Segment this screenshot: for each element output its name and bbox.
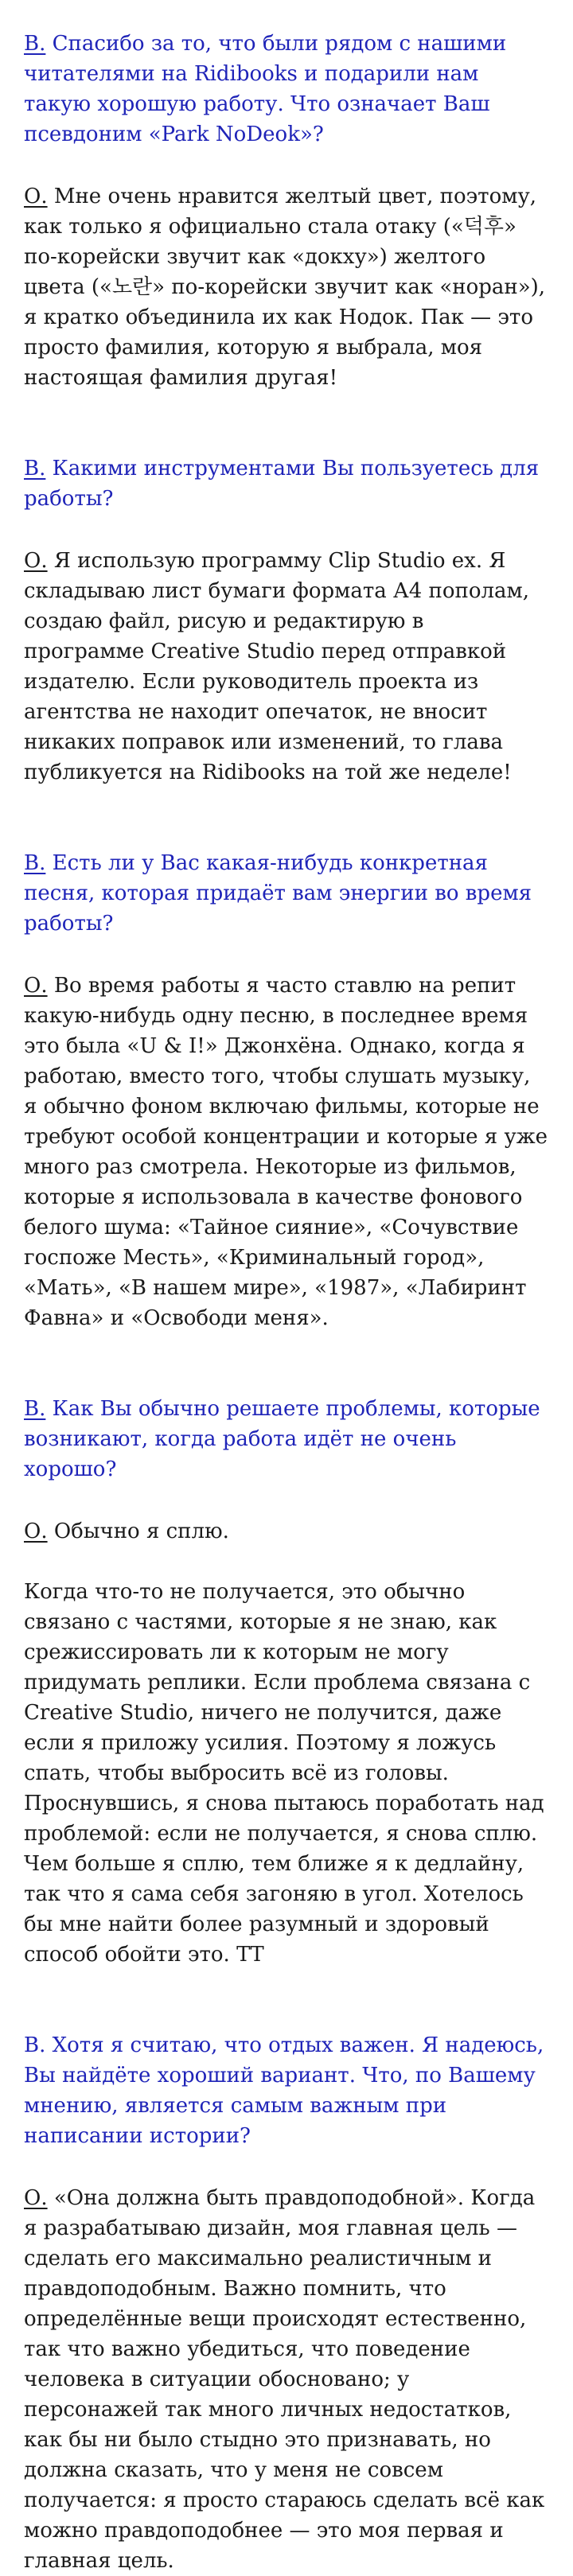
question-marker: В. [24, 2033, 46, 2057]
qa-block [24, 848, 549, 1333]
answer-text [24, 546, 549, 788]
answer-body: Я использую программу Clip Studio ex. Я складываю лист бумаги формата А4 пополам, создаю файл, рисую и редактирую в программе Creative Studio перед отправкой издателю. Если руководитель проекта из агентства не находит опечаток, не вносит никаких поправок или изменений, то глава публикуется на Ridibooks на той же неделе! [24, 549, 530, 784]
question-body: Какими инструментами Вы пользуетесь для работы? [24, 457, 540, 511]
answer-text [24, 181, 549, 393]
answer-body: Во время работы я часто ставлю на репит какую-нибудь одну песню, в последнее время это была «U & I!» Джонхёна. Однако, когда я работаю, вместо того, чтобы слушать музыку, я обычно фоном включаю фильмы, которые не требуют особой концентрации и которые я уже много раз смотрела. Некоторые из фильмов, которые я использовала в качестве фонового белого шума: «Тайное сияние», «Сочувствие госпоже Месть», «Криминальный город», «Мать», «В нашем мире», «1987», «Лабиринт Фавна» и «Освободи меня». [24, 974, 548, 1330]
answer-marker: О. [24, 974, 48, 998]
answer-text [24, 971, 549, 1333]
question-text [24, 848, 549, 939]
question-marker: В. [24, 851, 46, 875]
qa-block [24, 453, 549, 788]
answer-body: «Она должна быть правдоподобной». Когда я разрабатываю дизайн, моя главная цель — сделать его максимально реалистичным и правдоподобным. Важно помнить, что определённые вещи происходят естественно, так что важно убедиться, что поведение человека в ситуации обосновано; у персонажей так много личных недостатков, как бы ни было стыдно это признавать, но должна сказать, что у меня не совсем получается: я просто стараюсь сделать всё как можно правдоподобнее — это моя первая и главная цель. [24, 2186, 545, 2573]
question-marker: В. [24, 32, 46, 56]
question-marker: В. [24, 1397, 46, 1421]
question-text [24, 1394, 549, 1485]
answer-marker: О. [24, 1520, 48, 1543]
question-marker: В. [24, 457, 46, 481]
answer-body: Обычно я сплю. [53, 1520, 229, 1543]
question-body: Хотя я считаю, что отдых важен. Я надеюсь, Вы найдёте хороший вариант. Что, по Вашему мнению, является самым важным при написании истории? [24, 2033, 544, 2148]
answer-marker: О. [24, 549, 48, 573]
answer-marker: О. [24, 185, 48, 208]
question-body: Есть ли у Вас какая-нибудь конкретная песня, которая придаёт вам энергии во время работы? [24, 851, 532, 936]
question-text [24, 453, 549, 514]
answer-paragraph [24, 1577, 549, 1970]
answer-body: Мне очень нравится желтый цвет, поэтому, как только я официально стала отаку («덕후» по-корейски звучит как «докху») желтого цвета («노란» по-корейски звучит как «норан»), я кратко объединила их как Нодок. Пак — это просто фамилия, которую я выбрала, моя настоящая фамилия другая! [24, 185, 546, 390]
answer-text [24, 2183, 549, 2576]
question-body: Как Вы обычно решаете проблемы, которые возникают, когда работа идёт не очень хорошо? [24, 1397, 540, 1481]
question-text [24, 29, 549, 150]
question-body: Спасибо за то, что были рядом с нашими читателями на Ridibooks и подарили нам такую хорошую работу. Что означает Ваш псевдоним «Park NoDeok»? [24, 32, 507, 146]
qa-block [24, 29, 549, 393]
question-text [24, 2030, 549, 2151]
answer-text [24, 1516, 549, 1547]
answer-marker: О. [24, 2186, 48, 2210]
answer-body: Когда что-то не получается, это обычно связано с частями, которые я не знаю, как срежиссировать ли к которым не могу придумать реплики. Если проблема связана с Creative Studio, ничего не получится, даже если я приложу усилия. Поэтому я ложусь спать, чтобы выбросить всё из головы. Проснувшись, я снова пытаюсь поработать над проблемой: если не получается, я снова сплю. Чем больше я сплю, тем ближе я к дедлайну, так что я сама себя загоняю в угол. Хотелось бы мне найти более разумный и здоровый способ обойти это. ТТ [24, 1580, 544, 1967]
qa-block [24, 2030, 549, 2576]
qa-block [24, 1394, 549, 1970]
